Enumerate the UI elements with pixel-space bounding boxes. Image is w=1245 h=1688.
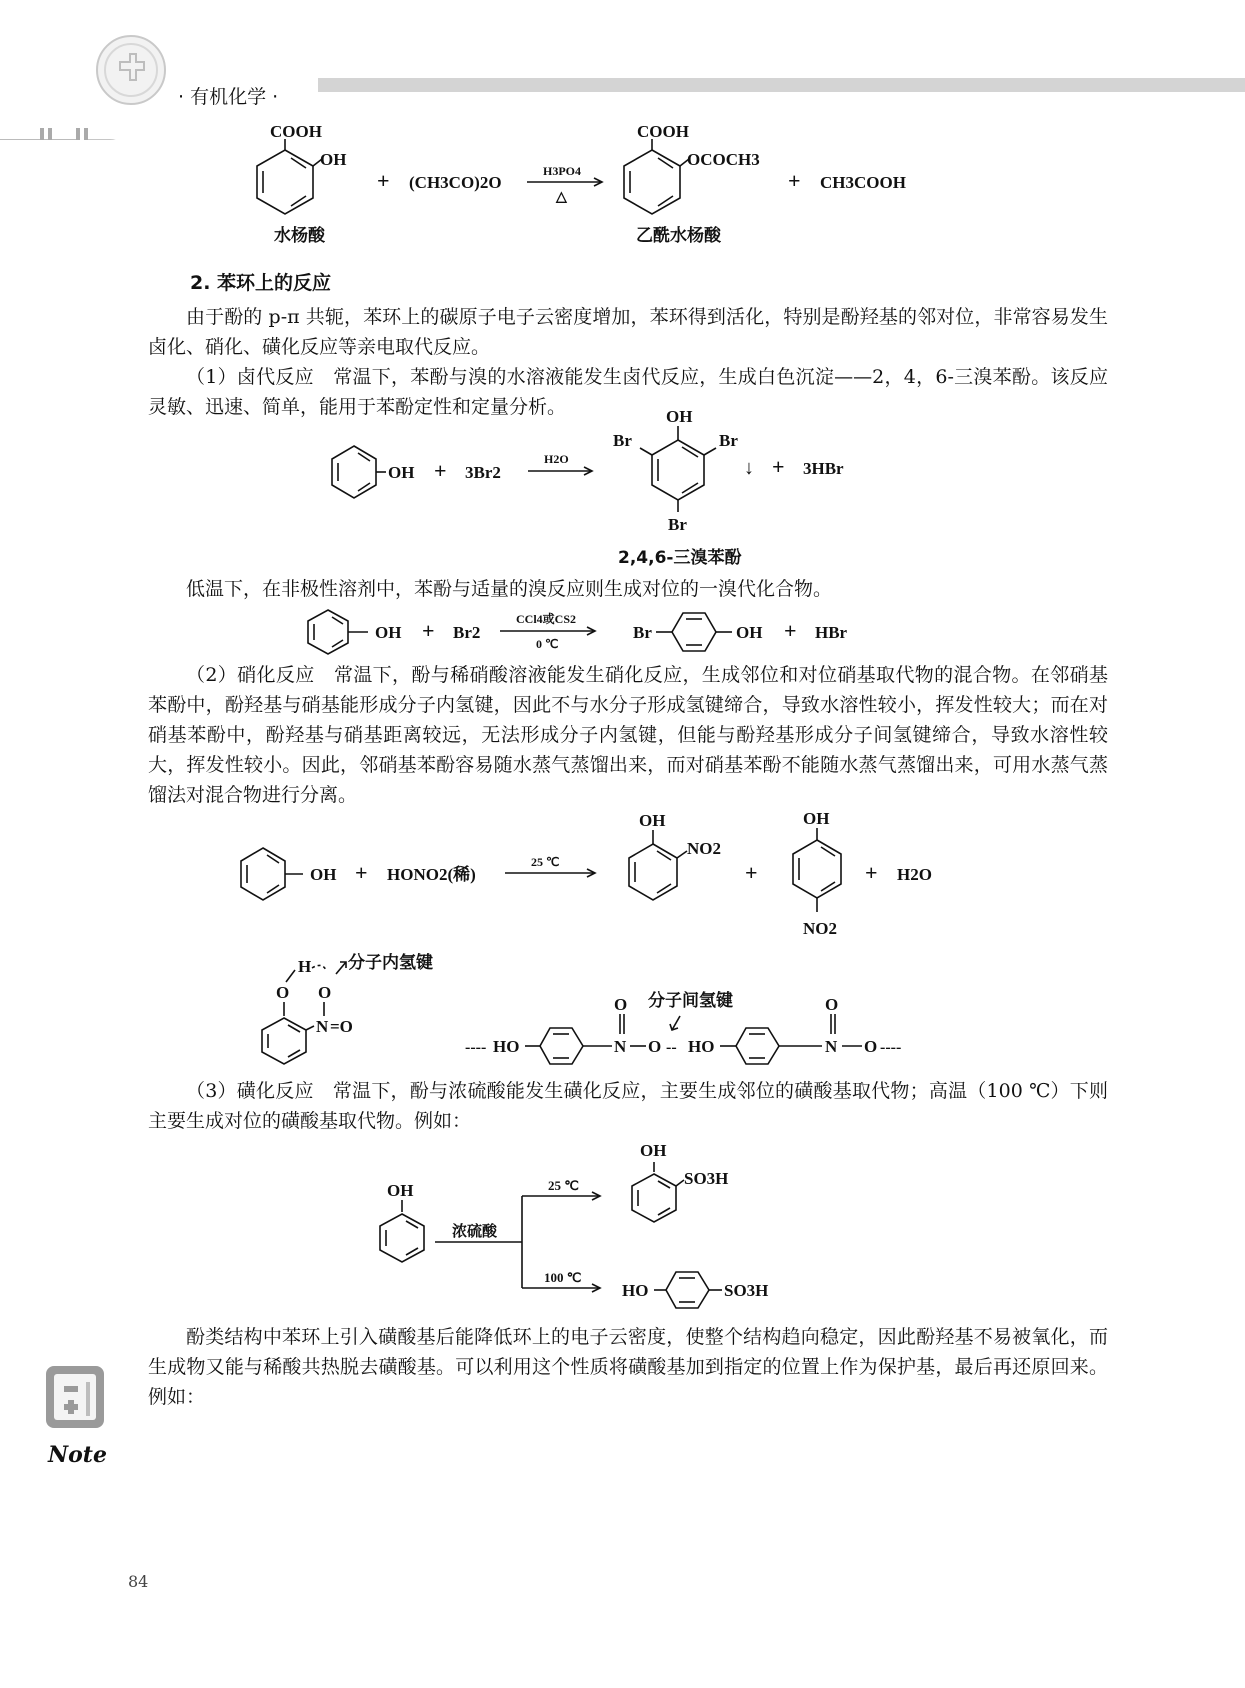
svg-text:浓硫酸: 浓硫酸 [452,1222,498,1240]
svg-text:Br2: Br2 [453,623,481,642]
paragraph-4: （2）硝化反应 常温下，酚与稀硝酸溶液能发生硝化反应，生成邻位和对位硝基取代物的混合物。在邻硝基苯酚中，酚羟基与硝基能形成分子内氢键，因此不与水分子形成氢键缔合，导致水溶性较小，挥发性较大；而在对硝基苯酚中，酚羟基与硝基距离较远，无法形成分子内氢键，但能与酚羟基形成分子间氢键缔合，导致水溶性较大，挥发性较小。因此，邻硝基苯酚容易随水蒸气蒸馏出来，而对硝基苯酚不能随水蒸气蒸馏出来，可用水蒸气蒸馏法对混合物进行分离。 [148,664,1108,806]
svg-text:H3PO4: H3PO4 [543,164,581,178]
phenol-structure-3 [241,848,336,900]
p-nitrophenol-structure [793,809,841,938]
svg-text:COOH: COOH [637,122,689,141]
svg-text:O: O [614,995,628,1014]
svg-text:HO: HO [688,1037,715,1056]
paragraph-6: 酚类结构中苯环上引入磺酸基后能降低环上的电子云密度，使整个结构趋向稳定，因此酚羟基不易被氧化，而生成物又能与稀酸共热脱去磺酸基。可以利用这个性质将磺酸基加到指定的位置上作为保护基，最后再还原回来。例如： [148,1326,1108,1408]
svg-text:----: ---- [880,1039,902,1056]
book-logo-icon [97,36,165,104]
svg-text:N: N [825,1037,838,1056]
paragraph-1: 由于酚的 p-π 共轭，苯环上的碳原子电子云密度增加，苯环得到活化，特别是酚羟基的邻对位，非常容易发生卤化、硝化、磺化反应等亲电取代反应。 [148,306,1108,358]
svg-text:OH: OH [736,623,763,642]
svg-text:(CH3CO)2O: (CH3CO)2O [409,173,502,192]
svg-text:----: ---- [465,1039,487,1056]
svg-text:0 ℃: 0 ℃ [536,637,559,651]
svg-text:O: O [318,983,332,1002]
svg-text:↓: ↓ [744,457,754,479]
svg-text:OH: OH [803,809,830,828]
svg-text:H2O: H2O [897,865,932,884]
svg-text:O: O [276,983,290,1002]
tribromophenol-name: 2,4,6-三溴苯酚 [618,548,742,568]
p-bromophenol-structure [656,613,732,651]
svg-text:SO3H: SO3H [724,1281,769,1300]
svg-text:Br: Br [668,515,687,534]
hydrogen-bond-scheme [250,948,930,1078]
page-number: 84 [128,1572,149,1591]
paragraph-3: 低温下，在非极性溶剂中，苯酚与适量的溴反应则生成对位的一溴代化合物。 [186,578,833,600]
svg-text:+: + [772,454,785,479]
svg-text:25 ℃: 25 ℃ [531,855,560,869]
tribromophenol-structure [613,408,738,534]
paragraph-2: （1）卤代反应 常温下，苯酚与溴的水溶液能发生卤代反应，生成白色沉淀——2，4，6-三溴苯酚。该反应灵敏、迅速、简单，能用于苯酚定性和定量分析。 [148,366,1108,418]
svg-text:--: -- [666,1039,677,1056]
svg-text:+: + [788,168,801,193]
svg-text:3HBr: 3HBr [803,459,844,478]
svg-text:+: + [784,618,797,643]
svg-text:OH: OH [387,1181,414,1200]
svg-text:N: N [614,1037,627,1056]
svg-text:NO2: NO2 [803,919,837,938]
svg-text:O: O [648,1037,662,1056]
svg-text:+: + [745,860,758,885]
aspirin-name: 乙酰水杨酸 [636,226,721,246]
svg-text:OH: OH [640,1141,667,1160]
svg-text:△: △ [556,190,567,205]
intramolecular-hbond-structure [262,952,433,1064]
svg-text:+: + [355,860,368,885]
salicylic-acid-name: 水杨酸 [274,226,325,246]
svg-text:O: O [825,995,839,1014]
svg-text:H: H [298,957,312,976]
svg-text:HO: HO [493,1037,520,1056]
reaction-arrow-3 [500,611,595,651]
reaction-arrow-2 [528,452,592,475]
svg-text:3Br2: 3Br2 [465,463,501,482]
intermolecular-hbond-label: 分子间氢键 [648,991,733,1011]
svg-text:N: N [316,1017,329,1036]
salicylic-acid-structure [257,122,346,214]
intermolecular-hbond-structure [465,990,901,1064]
svg-text:Br: Br [719,431,738,450]
svg-text:OH: OH [639,811,666,830]
intramolecular-hbond-label: 分子内氢键 [348,953,433,973]
svg-text:O: O [864,1037,878,1056]
svg-text:OCOCH3: OCOCH3 [687,150,760,169]
svg-text:OH: OH [388,463,415,482]
o-nitrophenol-structure [629,811,721,900]
nitration-scheme [225,806,965,946]
branching-arrow [435,1178,600,1292]
svg-text:OH: OH [310,865,337,884]
svg-text:Br: Br [633,623,652,642]
svg-text:HBr: HBr [815,623,848,642]
note-label: Note [48,1442,107,1468]
section-heading: 2. 苯环上的反应 [190,272,332,294]
svg-text:+: + [422,618,435,643]
svg-text:H2O: H2O [544,452,569,466]
svg-text:HO: HO [622,1281,649,1300]
svg-text:+: + [865,860,878,885]
svg-text:=O: =O [330,1017,353,1036]
phenol-structure-2 [308,610,401,654]
svg-text:OH: OH [666,408,693,426]
phenol-structure-4 [380,1181,424,1262]
aspirin-synthesis-scheme [240,115,960,255]
svg-text:OH: OH [320,150,347,169]
svg-text:+: + [377,168,390,193]
svg-text:CH3COOH: CH3COOH [820,173,906,192]
svg-text:25 ℃: 25 ℃ [548,1178,579,1193]
book-title: · 有机化学 · [178,86,279,108]
svg-text:HONO2(稀): HONO2(稀) [387,865,476,884]
p-hydroxybenzenesulfonic-acid-structure [622,1272,768,1308]
monobromination-scheme [300,606,900,658]
svg-text:100 ℃: 100 ℃ [544,1270,582,1285]
svg-text:SO3H: SO3H [684,1169,729,1188]
acetylsalicylic-acid-structure [624,122,760,214]
tribromination-scheme [320,408,900,576]
reaction-arrow-4 [505,855,595,877]
reaction-arrow-1 [527,164,602,205]
svg-text:COOH: COOH [270,122,322,141]
sulfonation-scheme [360,1138,820,1318]
svg-text:CCl4或CS2: CCl4或CS2 [516,612,577,626]
svg-text:+: + [434,458,447,483]
phenol-structure-1 [332,446,414,498]
svg-text:Br: Br [613,431,632,450]
paragraph-5: （3）磺化反应 常温下，酚与浓硫酸能发生磺化反应，主要生成邻位的磺酸基取代物；高温（100 ℃）下则主要生成对位的磺酸基取代物。例如： [148,1080,1108,1132]
o-hydroxybenzenesulfonic-acid-structure [632,1141,728,1222]
svg-text:OH: OH [375,623,402,642]
svg-text:NO2: NO2 [687,839,721,858]
